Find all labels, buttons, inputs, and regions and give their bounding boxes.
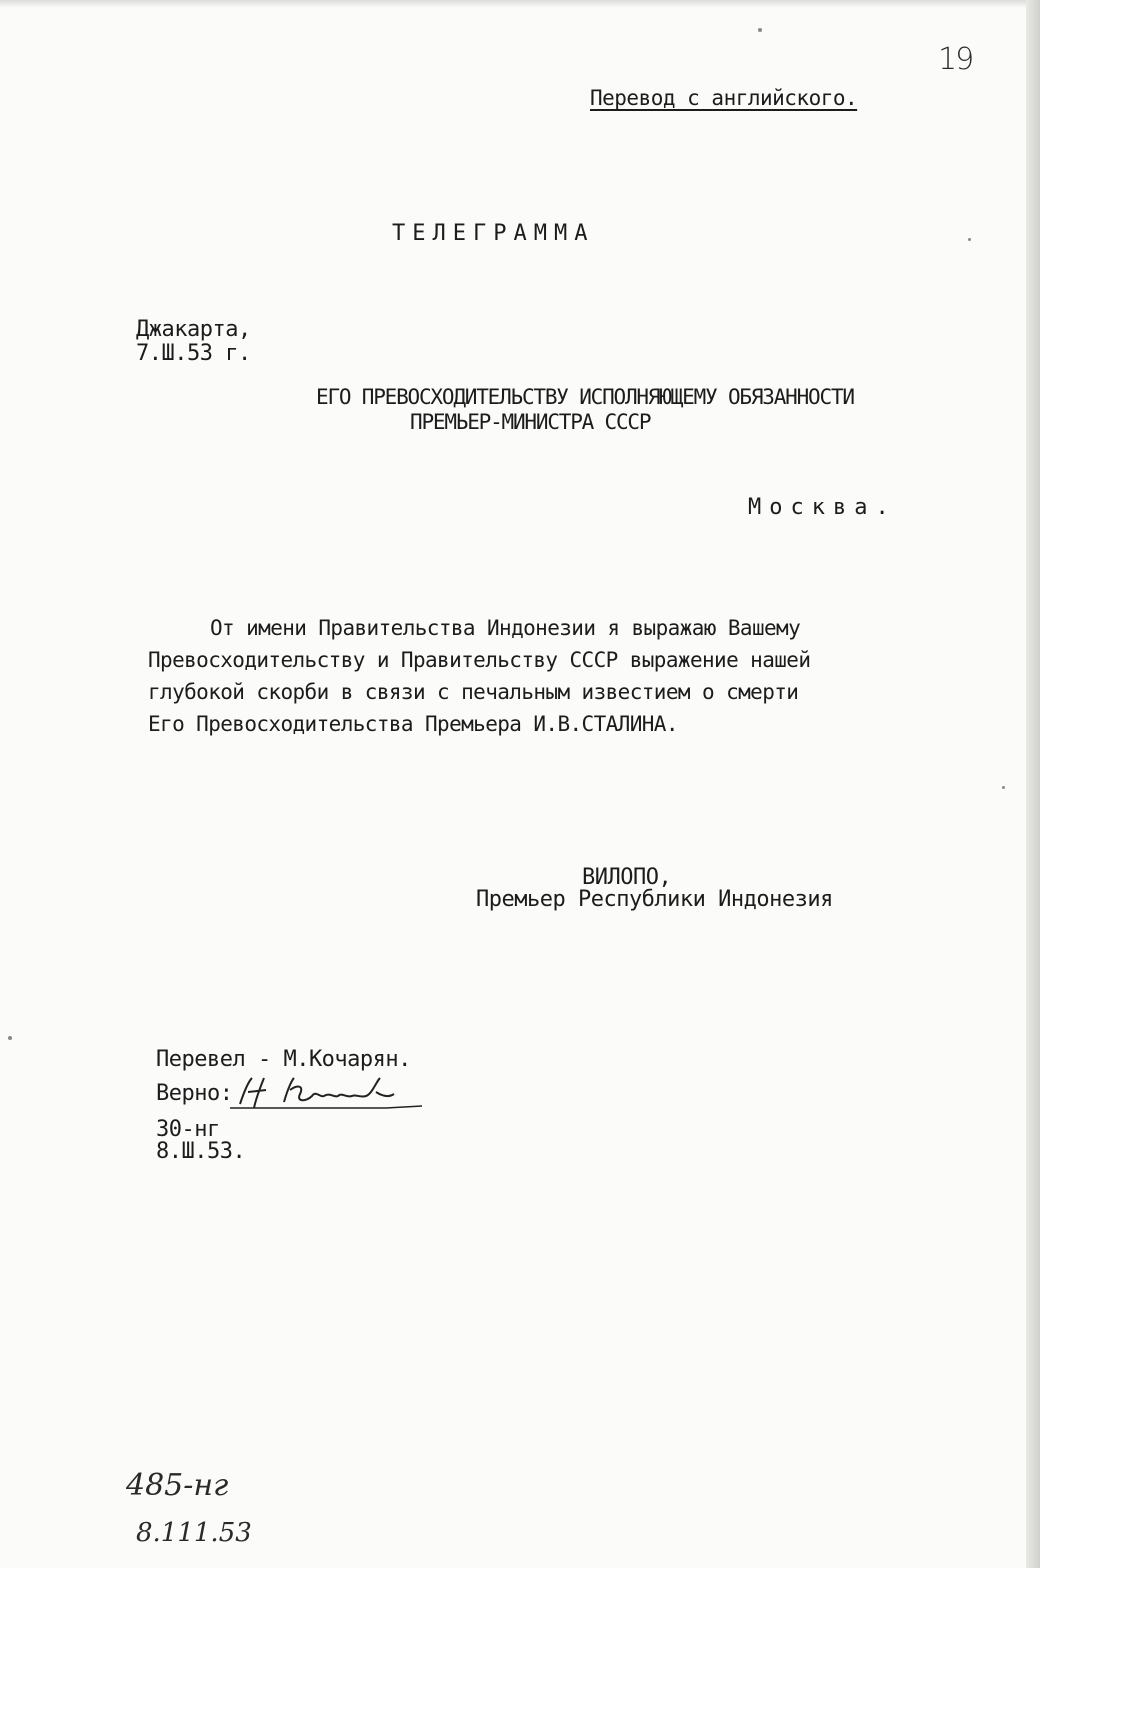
- document-title: ТЕЛЕГРАММА: [392, 221, 595, 246]
- handwritten-signature: [226, 1074, 426, 1116]
- registration-date: 8.Ш.53.: [156, 1139, 246, 1164]
- origin-place: Джакарта,: [136, 317, 251, 342]
- signatory-title: Премьер Республики Индонезия: [476, 887, 833, 912]
- verified-label: Верно:: [156, 1081, 233, 1106]
- body-line: глубокой скорби в связи с печальным известием о смерти: [148, 680, 799, 704]
- signatory-name: ВИЛОПО,: [582, 865, 672, 890]
- origin-date: 7.Ш.53 г.: [136, 341, 251, 366]
- paper-speck: [1002, 786, 1005, 789]
- translator-line: Перевел - М.Кочарян.: [156, 1047, 411, 1072]
- body-line: Его Превосходительства Премьера И.В.СТАЛИНА.: [148, 712, 678, 736]
- addressee-line-1: ЕГО ПРЕВОСХОДИТЕЛЬСТВУ ИСПОЛНЯЮЩЕМУ ОБЯЗАННОСТИ: [316, 385, 854, 409]
- page-edge-right: [1026, 0, 1040, 1568]
- addressee-city: Москва.: [748, 495, 897, 520]
- page-number: 19: [938, 42, 973, 77]
- registration-code: 30-нг: [156, 1117, 220, 1142]
- paper-speck: [758, 28, 762, 32]
- paper-speck: [8, 1036, 12, 1040]
- page-edge-top: [0, 0, 1040, 8]
- addressee-line-2: ПРЕМЬЕР-МИНИСТРА СССР: [410, 410, 651, 434]
- body-line: От имени Правительства Индонезии я выражаю Вашему: [210, 616, 801, 640]
- archive-code: 485-нг: [126, 1468, 229, 1503]
- paper-speck: [968, 238, 971, 241]
- translation-note: Перевод с английского.: [590, 86, 858, 110]
- body-line: Превосходительству и Правительству СССР выражение нашей: [148, 648, 811, 672]
- archive-date: 8.111.53: [136, 1518, 252, 1548]
